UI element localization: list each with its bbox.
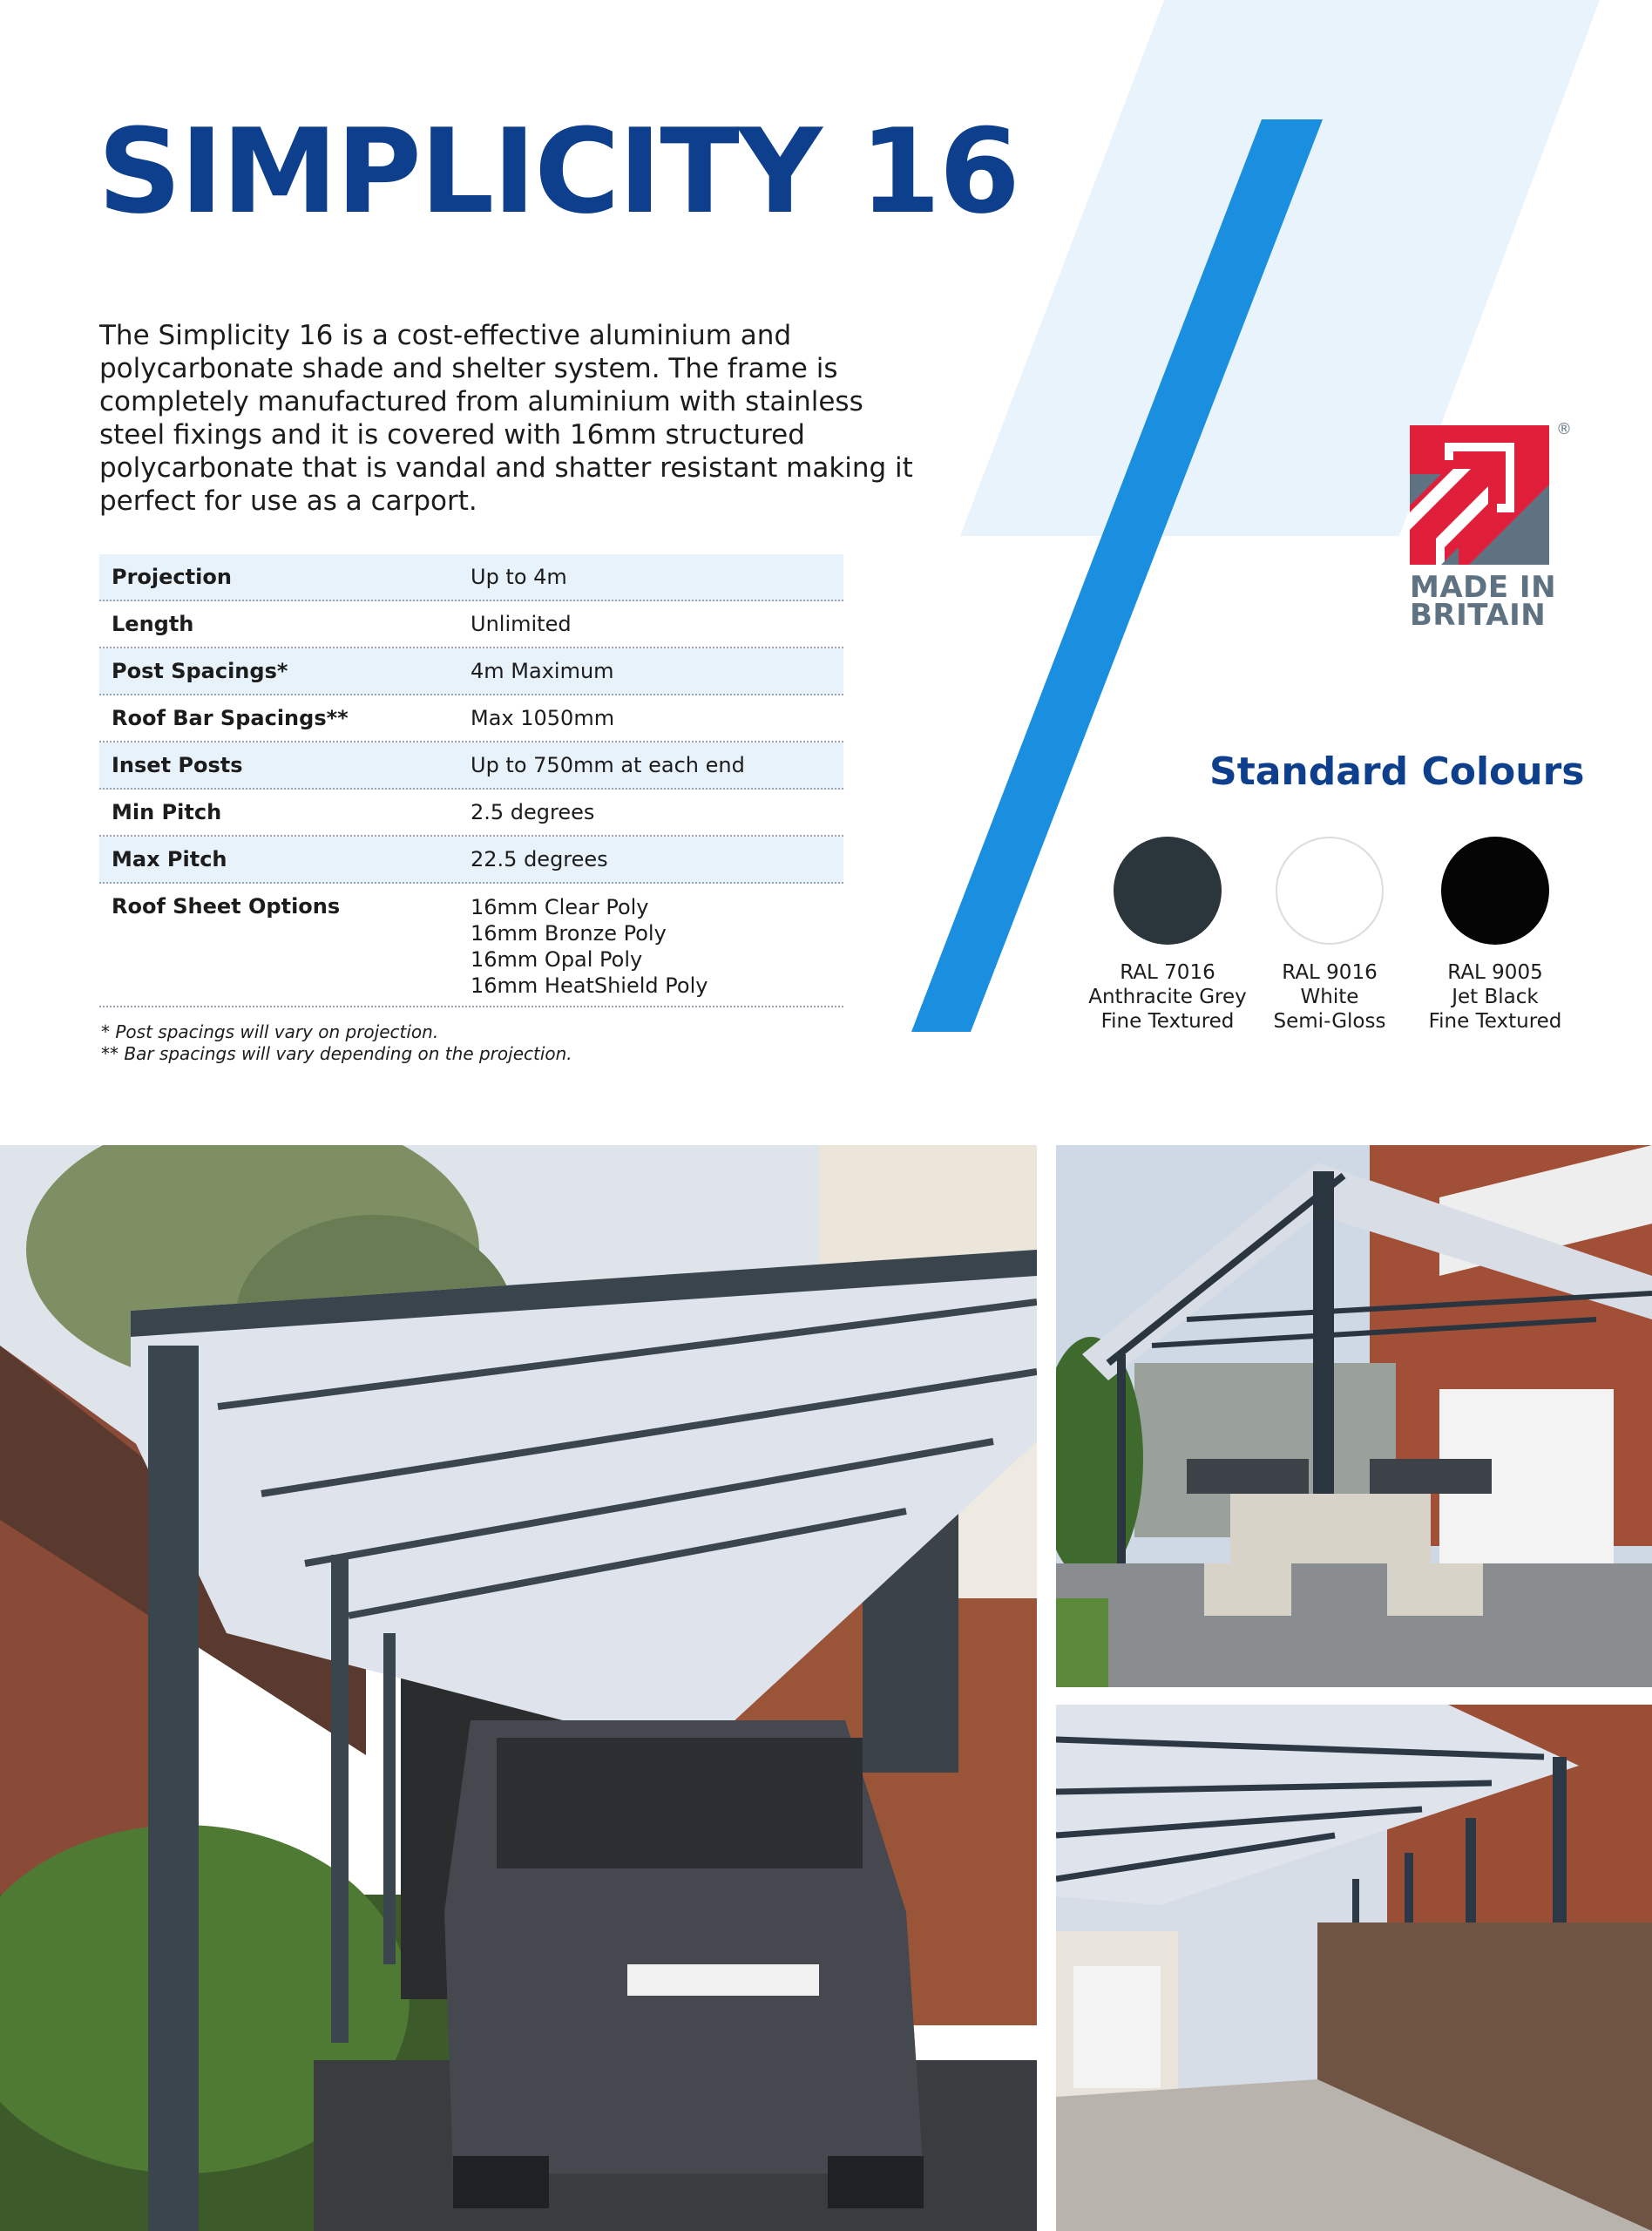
colour-name: White	[1300, 986, 1359, 1008]
colour-finish: Fine Textured	[1100, 1010, 1235, 1033]
spec-value: 22.5 degrees	[471, 847, 608, 871]
spec-row	[99, 743, 843, 790]
spec-row-roof-sheet	[99, 884, 843, 1007]
colour-swatches	[1080, 837, 1568, 1046]
spec-row	[99, 695, 843, 743]
colour-disc	[1276, 837, 1384, 945]
spec-row	[99, 648, 843, 695]
roof-sheet-option: 16mm Clear Poly	[471, 895, 649, 919]
roof-sheet-option: 16mm Bronze Poly	[471, 921, 667, 946]
carport-car-photo	[0, 1145, 1037, 2231]
colour-finish: Semi-Gloss	[1273, 1010, 1386, 1033]
spec-label: Min Pitch	[112, 800, 222, 824]
product-title: SIMPLICITY 16	[98, 104, 1019, 240]
colour-swatch	[1408, 837, 1582, 1034]
footnote: ** Bar spacings will vary depending on the projection.	[101, 1043, 572, 1064]
colour-caption	[1242, 960, 1417, 1034]
spec-label: Roof Bar Spacings**	[112, 706, 349, 730]
colour-caption	[1080, 960, 1255, 1034]
colour-name: Anthracite Grey	[1088, 986, 1247, 1008]
spec-value: Max 1050mm	[471, 706, 615, 730]
colour-caption	[1408, 960, 1582, 1034]
colour-finish: Fine Textured	[1428, 1010, 1562, 1033]
spec-value: Up to 750mm at each end	[471, 753, 745, 777]
spec-value: Unlimited	[471, 612, 572, 636]
spec-row	[99, 837, 843, 884]
spec-row	[99, 601, 843, 648]
side-path-canopy-photo	[1056, 1705, 1652, 2231]
spec-label: Projection	[112, 565, 232, 589]
footnotes	[101, 1021, 572, 1065]
spec-label: Inset Posts	[112, 753, 243, 777]
patio-canopy-photo	[1056, 1145, 1652, 1687]
colour-code: RAL 9005	[1447, 961, 1543, 984]
spec-value: 4m Maximum	[471, 659, 614, 683]
colour-disc	[1441, 837, 1549, 945]
colour-swatch	[1080, 837, 1255, 1034]
spec-row	[99, 790, 843, 837]
union-flag-arrow-icon	[1410, 425, 1549, 565]
registered-mark: ®	[1556, 420, 1572, 438]
spec-label: Max Pitch	[112, 847, 227, 871]
colour-swatch	[1242, 837, 1417, 1034]
roof-sheet-option: 16mm Opal Poly	[471, 947, 643, 972]
badge-line: MADE IN	[1410, 570, 1557, 605]
made-in-britain-badge	[1410, 420, 1575, 634]
colour-code: RAL 7016	[1120, 961, 1215, 984]
product-intro: The Simplicity 16 is a cost-effective aluminium and polycarbonate shade and shelter system. The frame is completely manufactured from aluminium with stainless steel fixings and it is covered with 16mm structured polycarbonate that is vandal and shatter resistant making it perfect for use as a carport.	[99, 320, 913, 517]
colour-code: RAL 9016	[1282, 961, 1378, 984]
roof-sheet-option: 16mm HeatShield Poly	[471, 973, 708, 998]
spec-value: 2.5 degrees	[471, 800, 595, 824]
colour-disc	[1114, 837, 1222, 945]
colour-name: Jet Black	[1452, 986, 1539, 1008]
colours-heading: Standard Colours	[1209, 749, 1585, 794]
badge-line: BRITAIN	[1410, 598, 1547, 633]
made-in-britain-text	[1410, 570, 1557, 633]
footnote: * Post spacings will vary on projection.	[101, 1021, 439, 1042]
spec-label: Post Spacings*	[112, 659, 288, 683]
spec-value: Up to 4m	[471, 565, 567, 589]
roof-sheet-options	[471, 894, 843, 999]
spec-label: Roof Sheet Options	[112, 894, 341, 919]
spec-row	[99, 554, 843, 601]
spec-label: Length	[112, 612, 194, 636]
spec-table	[99, 554, 843, 1007]
